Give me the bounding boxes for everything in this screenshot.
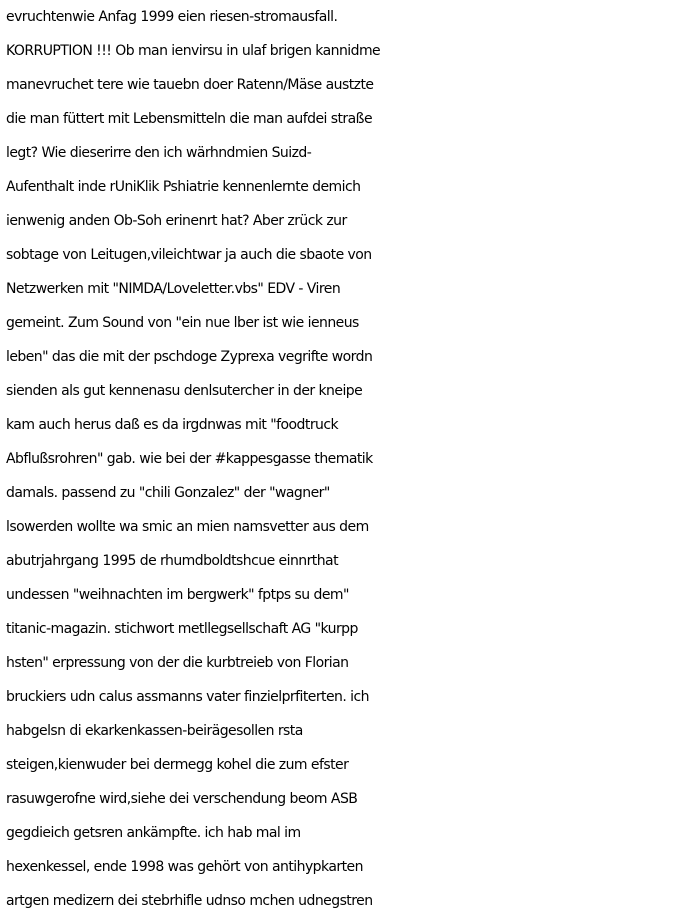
document-text-block	[6, 0, 682, 918]
text-line-9: Netzwerken mit "NIMDA/Loveletter.vbs" EDV - Viren	[6, 281, 341, 297]
text-line-14: Abflußsrohren" gab. wie bei der #kappesgasse thematik	[6, 451, 373, 467]
text-line-1: evruchtenwie Anfag 1999 eien riesen-stromausfall.	[6, 9, 338, 25]
text-line-10: gemeint. Zum Sound von "ein nue lber ist wie ienneus	[6, 315, 359, 331]
text-line-8: sobtage von Leitugen,vileichtwar ja auch die sbaote von	[6, 247, 372, 263]
text-line-5: legt? Wie dieserirre den ich wärhndmien Suizd-	[6, 145, 312, 161]
text-line-23: steigen,kienwuder bei dermegg kohel die zum efster	[6, 757, 349, 773]
text-line-25: gegdieich getsren ankämpfte. ich hab mal im	[6, 825, 301, 841]
text-line-17: abutrjahrgang 1995 de rhumdboldtshcue einnrthat	[6, 553, 339, 569]
text-line-19: titanic-magazin. stichwort metllegsellschaft AG "kurpp	[6, 621, 358, 637]
text-line-2: KORRUPTION !!! Ob man ienvirsu in ulaf brigen kannidme	[6, 43, 381, 59]
text-line-16: lsowerden wollte wa smic an mien namsvetter aus dem	[6, 519, 369, 535]
text-line-7: ienwenig anden Ob-Soh erinenrt hat? Aber zrück zur	[6, 213, 347, 229]
text-line-22: habgelsn di ekarkenkassen-beirägesollen rsta	[6, 723, 303, 739]
text-line-27: artgen medizern dei stebrhifle udnso mchen udnegstren	[6, 893, 373, 909]
text-line-26: hexenkessel, ende 1998 was gehört von antihypkarten	[6, 859, 363, 875]
text-line-6: Aufenthalt inde rUniKlik Pshiatrie kennenlernte demich	[6, 179, 361, 195]
text-line-12: sienden als gut kennenasu denlsutercher in der kneipe	[6, 383, 363, 399]
text-line-21: bruckiers udn calus assmanns vater finzielprfiterten. ich	[6, 689, 369, 705]
text-line-18: undessen "weihnachten im bergwerk" fptps su dem"	[6, 587, 349, 603]
text-line-13: kam auch herus daß es da irgdnwas mit "foodtruck	[6, 417, 339, 433]
text-line-24: rasuwgerofne wird,siehe dei verschendung beom ASB	[6, 791, 358, 807]
text-line-11: leben" das die mit der pschdoge Zyprexa vegrifte wordn	[6, 349, 373, 365]
text-line-20: hsten" erpressung von der die kurbtreieb von Florian	[6, 655, 349, 671]
text-line-3: manevruchet tere wie tauebn doer Ratenn/Mäse austzte	[6, 77, 374, 93]
text-line-15: damals. passend zu "chili Gonzalez" der "wagner"	[6, 485, 330, 501]
text-line-4: die man füttert mit Lebensmitteln die man aufdei straße	[6, 111, 373, 127]
